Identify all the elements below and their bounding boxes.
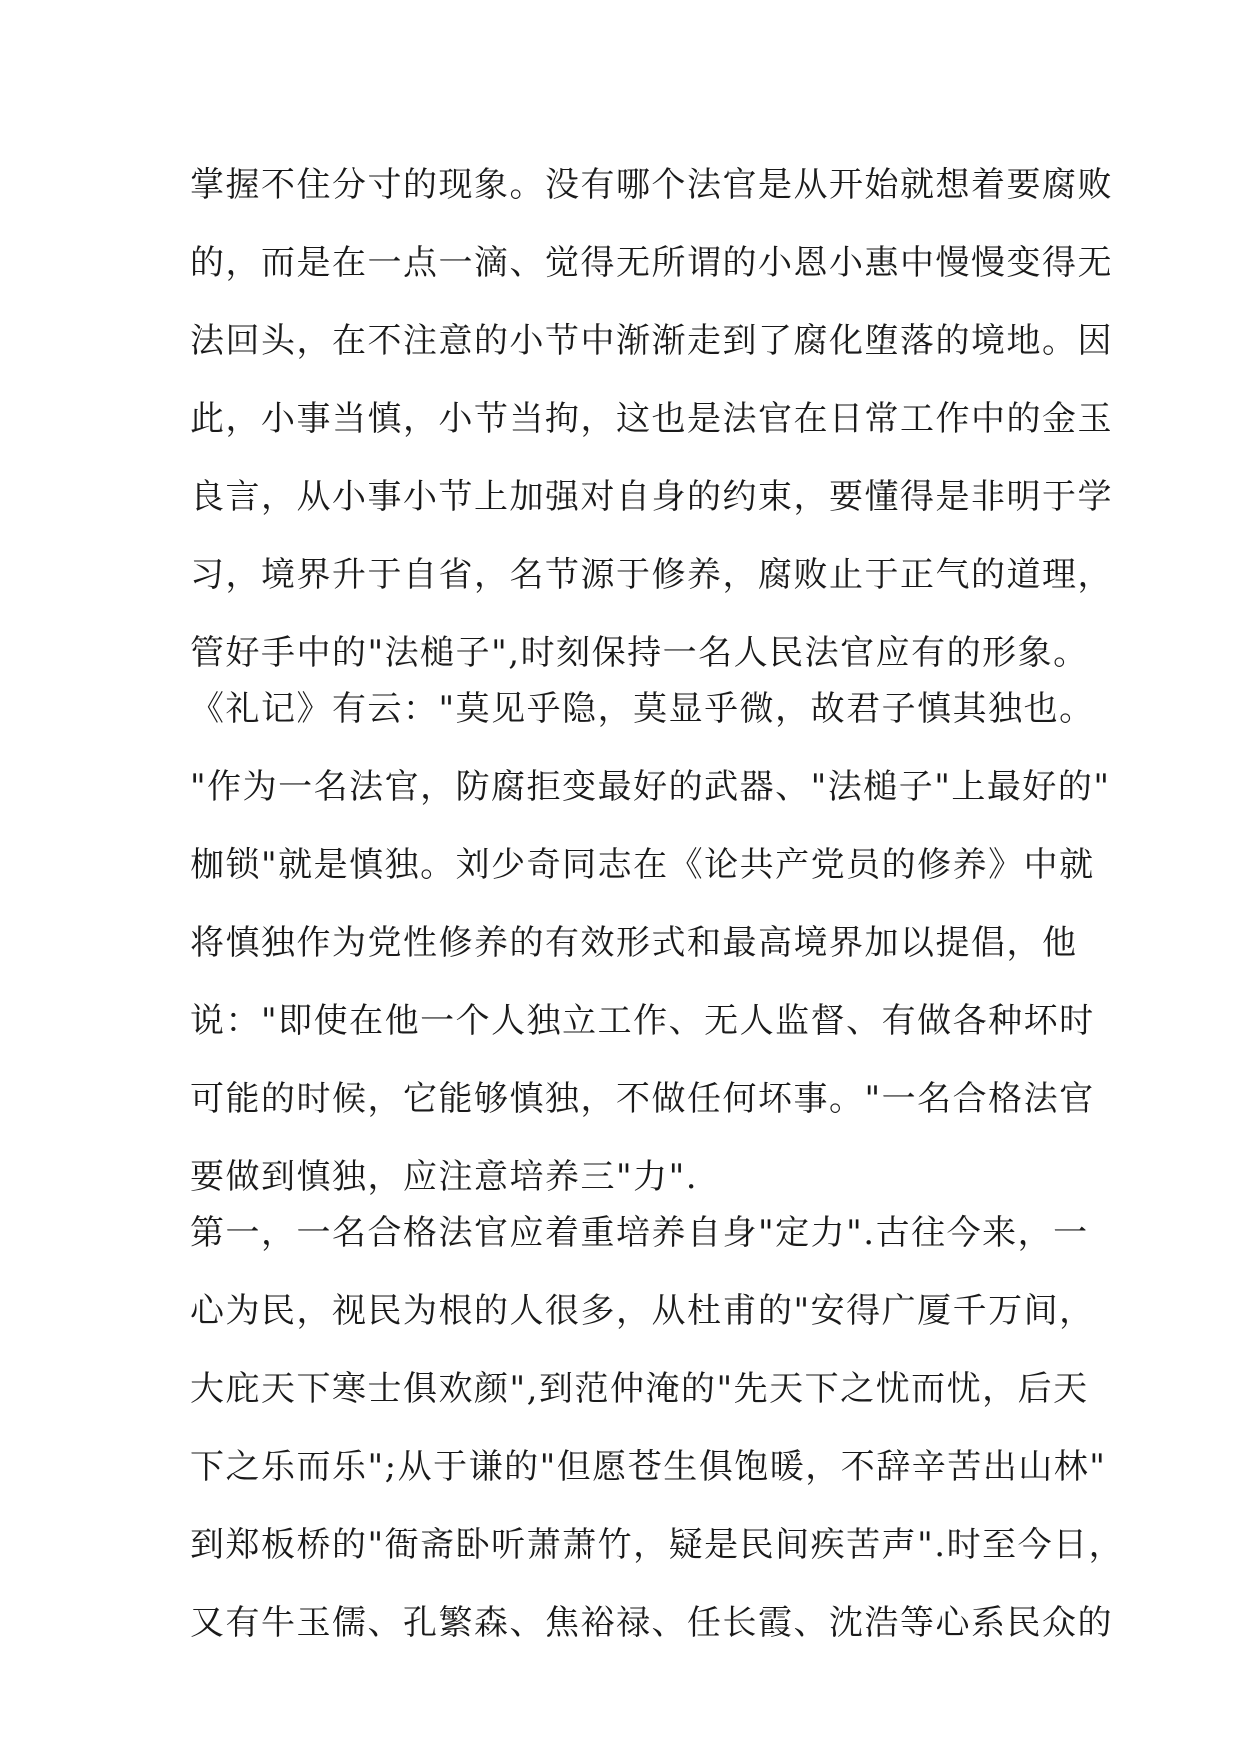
text-line: 习，境界升于自省，名节源于修养，腐败止于正气的道理，: [190, 555, 1113, 595]
paragraph-3: [190, 1194, 1125, 1662]
text-line: 《礼记》有云："莫见乎隐，莫显乎微，故君子慎其独也。: [190, 689, 1095, 729]
text-line: 此，小事当慎，小节当拘，这也是法官在日常工作中的金玉: [190, 399, 1113, 439]
paragraph-1: [190, 146, 1113, 692]
text-line: 说："即使在他一个人独立工作、无人监督、有做各种坏时: [190, 1001, 1095, 1041]
text-line: 下之乐而乐";从于谦的"但愿苍生俱饱暖，不辞辛苦出山林": [190, 1447, 1107, 1487]
text-line: 到郑板桥的"衙斋卧听萧萧竹，疑是民间疾苦声".时至今日，: [190, 1525, 1125, 1565]
text-line: 管好手中的"法槌子",时刻保持一名人民法官应有的形象。: [190, 633, 1089, 673]
text-line: 枷锁"就是慎独。刘少奇同志在《论共产党员的修养》中就: [190, 845, 1095, 885]
text-line: 良言，从小事小节上加强对自身的约束，要懂得是非明于学: [190, 477, 1113, 517]
text-line: 第一，一名合格法官应着重培养自身"定力".古往今来，一: [190, 1213, 1089, 1253]
text-line: "作为一名法官，防腐拒变最好的武器、"法槌子"上最好的": [190, 767, 1111, 807]
text-line: 要做到慎独，应注意培养三"力".: [190, 1157, 699, 1197]
text-line: 法回头，在不注意的小节中渐渐走到了腐化堕落的境地。因: [190, 321, 1113, 361]
paragraph-2: [190, 670, 1111, 1216]
text-line: 将慎独作为党性修养的有效形式和最高境界加以提倡，他: [190, 923, 1078, 963]
text-line: 大庇天下寒士俱欢颜",到范仲淹的"先天下之忧而忧，后天: [190, 1369, 1089, 1409]
text-line: 掌握不住分寸的现象。没有哪个法官是从开始就想着要腐败: [190, 165, 1113, 205]
text-line: 可能的时候，它能够慎独，不做任何坏事。"一名合格法官: [190, 1079, 1095, 1119]
text-line: 的，而是在一点一滴、觉得无所谓的小恩小惠中慢慢变得无: [190, 243, 1113, 283]
text-line: 又有牛玉儒、孔繁森、焦裕禄、任长霞、沈浩等心系民众的: [190, 1603, 1113, 1643]
text-line: 心为民，视民为根的人很多，从杜甫的"安得广厦千万间，: [190, 1291, 1095, 1331]
